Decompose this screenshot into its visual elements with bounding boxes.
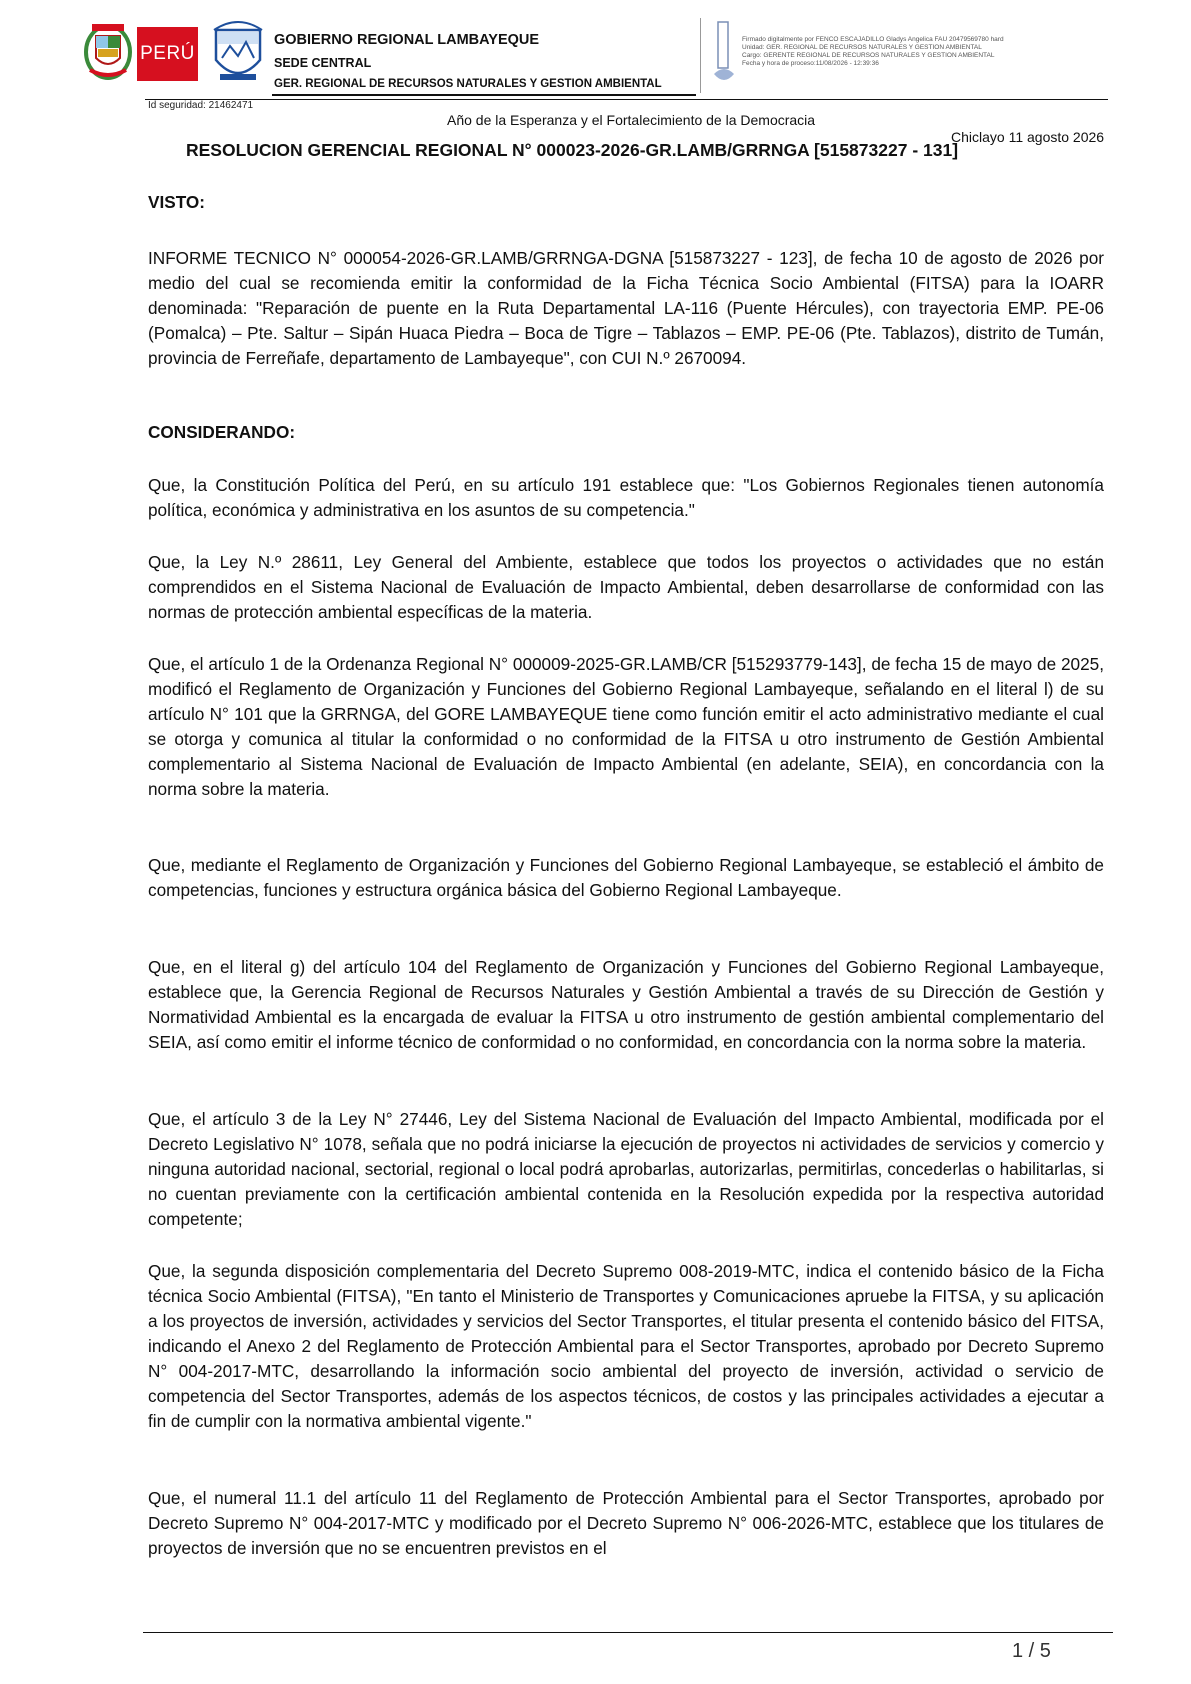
- firma-line: Cargo: GERENTE REGIONAL DE RECURSOS NATURALES Y GESTION AMBIENTAL: [742, 52, 995, 59]
- footer-rule: [143, 1632, 1113, 1633]
- year-motto: Año de la Esperanza y el Fortalecimiento de la Democracia: [447, 112, 816, 128]
- firma-line: Firmado digitalmente por FENCO ESCAJADILLO Gladys Angelica FAU 20479569780 hard: [742, 36, 1004, 43]
- digital-signature-info: [742, 36, 1162, 68]
- considerando-paragraph: Que, el artículo 1 de la Ordenanza Regional N° 000009-2025-GR.LAMB/CR [515293779-143], de fecha 15 de mayo de 2025, modificó el Reglamento de Organización y Funciones del Gobierno Regional Lambayeque, señalando en el literal l) de su artículo N° 101 que la GRRNGA, del GORE LAMBAYEQUE tiene como función emitir el acto administrativo mediante el cual se otorga y comunica al titular la conformidad o no conformidad de la FITSA u otro instrumento de Gestión Ambiental complementario al Sistema Nacional de Evaluación de Impacto Ambiental (en adelante, SEIA), en concordancia con la norma sobre la materia.: [148, 654, 1104, 799]
- page-number: 1 / 5: [1012, 1640, 1051, 1662]
- considerando-paragraph: Que, en el literal g) del artículo 104 del Reglamento de Organización y Funciones del Gobierno Regional Lambayeque, establece que, la Gerencia Regional de Recursos Naturales y Gestión Ambiental a través de su Dirección de Gestión y Normatividad Ambiental es la encargada de evaluar la FITSA u otro instrumento de gestión ambiental complementario del SEIA, así como emitir el informe técnico de conformidad o no conformidad, en concordancia con la norma sobre la materia.: [148, 957, 1104, 1052]
- gobierno-regional-crest-icon: [210, 20, 266, 86]
- resolution-title: RESOLUCION GERENCIAL REGIONAL N° 000023-2026-GR.LAMB/GRRNGA [515873227 - 131]: [186, 140, 959, 160]
- considerando-paragraph: Que, el artículo 3 de la Ley N° 27446, Ley del Sistema Nacional de Evaluación del Impacto Ambiental, modificada por el Decreto Legislativo N° 1078, señala que no podrá iniciarse la ejecución de proyectos ni actividades de servicios y comercio y ninguna autoridad nacional, sectorial, regional o local podrá aprobarlas, autorizarlas, permitirlas, concederlas o habilitarlas, si no cuentan previamente con la certificación ambiental contenida en la Resolución expedida por la respectiva autoridad competente;: [148, 1109, 1104, 1229]
- security-id: Id seguridad: 21462471: [148, 100, 254, 111]
- considerando-heading: CONSIDERANDO:: [148, 422, 296, 442]
- firma-line: Fecha y hora de proceso:11/08/2026 - 12:39:36: [742, 60, 879, 67]
- considerando-paragraph: Que, la Ley N.º 28611, Ley General del Ambiente, establece que todos los proyectos o actividades que no están comprendidos en el Sistema Nacional de Evaluación de Impacto Ambiental, deben desarrollarse de conformidad con las normas de protección ambiental específicas de la materia.: [148, 552, 1104, 622]
- signature-divider: [700, 18, 701, 93]
- document-date: Chiclayo 11 agosto 2026: [951, 129, 1105, 145]
- firma-line: Unidad: GER. REGIONAL DE RECURSOS NATURALES Y GESTION AMBIENTAL: [742, 44, 982, 51]
- considerando-paragraph: Que, el numeral 11.1 del artículo 11 del Reglamento de Protección Ambiental para el Sector Transportes, aprobado por Decreto Supremo N° 004-2017-MTC y modificado por el Decreto Supremo N° 006-2026-MTC, establece que los titulares de proyectos de inversión que no se encuentren previstos en el: [148, 1488, 1104, 1558]
- considerando-paragraph: Que, la segunda disposición complementaria del Decreto Supremo 008-2019-MTC, indica el contenido básico de la Ficha técnica Socio Ambiental (FITSA), "En tanto el Ministerio de Transportes y Comunicaciones apruebe la FITSA, y su aplicación a los proyectos de inversión, actividades y servicios del Sector Transportes, el titular presenta el contenido básico del FITSA, indicando el Anexo 2 del Reglamento de Protección Ambiental para el Sector Transportes, aprobado por Decreto Supremo N° 004-2017-MTC, desarrollando la información socio ambiental del proyecto de inversión, actividad o servicio de competencia del Sector Transportes, además de los aspectos técnicos, de costos y las principales actividades a ejecutar a fin de cumplir con la normativa ambiental vigente.": [148, 1261, 1104, 1431]
- header-divider: [272, 94, 696, 96]
- header-bottom-rule: [145, 99, 1108, 100]
- sede-label: SEDE CENTRAL: [274, 56, 372, 70]
- peru-logo-text: PERÚ: [140, 43, 195, 64]
- considerando-paragraph: Que, mediante el Reglamento de Organización y Funciones del Gobierno Regional Lambayeque, se estableció el ámbito de competencias, funciones y estructura orgánica básica del Gobierno Regional Lambayeque.: [148, 855, 1104, 900]
- peru-logo: [137, 27, 198, 81]
- peru-coat-of-arms-icon: [82, 18, 134, 82]
- gerencia-label: GER. REGIONAL DE RECURSOS NATURALES Y GESTION AMBIENTAL: [274, 78, 662, 90]
- visto-heading: VISTO:: [148, 192, 205, 212]
- visto-paragraph: INFORME TECNICO N° 000054-2026-GR.LAMB/GRRNGA-DGNA [515873227 - 123], de fecha 10 de agosto de 2026 por medio del cual se recomienda emitir la conformidad de la Ficha Técnica Socio Ambiental (FITSA) para la IOARR denominada: "Reparación de puente en la Ruta Departamental LA-116 (Puente Hércules), con trayectoria EMP. PE-06 (Pomalca) – Pte. Saltur – Sipán Huaca Piedra – Boca de Tigre – Tablazos – EMP. PE-06 (Pte. Tablazos), distrito de Tumán, provincia de Ferreñafe, departamento de Lambayeque", con CUI N.º 2670094.: [148, 248, 1104, 368]
- considerando-paragraph: Que, la Constitución Política del Perú, en su artículo 191 establece que: "Los Gobiernos Regionales tienen autonomía política, económica y administrativa en los asuntos de su competencia.": [148, 475, 1104, 520]
- organization-name: GOBIERNO REGIONAL LAMBAYEQUE: [274, 32, 540, 48]
- digital-signature-seal-icon: [708, 20, 740, 88]
